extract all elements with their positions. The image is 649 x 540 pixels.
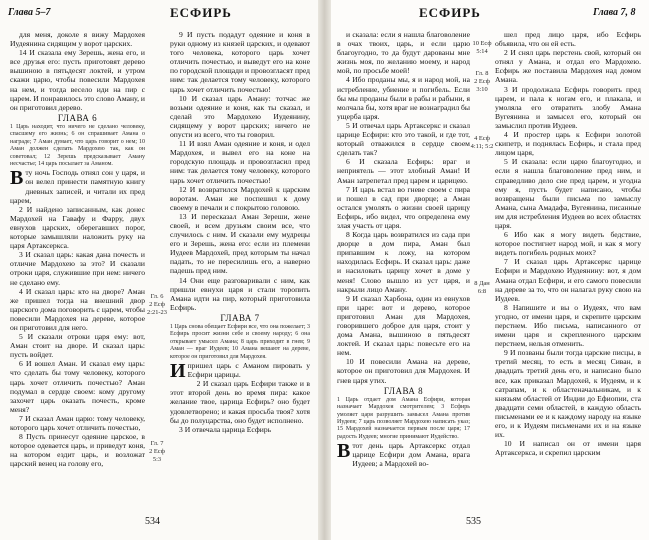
verse: для меня, доколе я вижу Мардохея Иудеянина сидящим у ворот царских.	[10, 30, 145, 49]
verse: шел пред лицо царя, ибо Есфирь объявила, что он ей есть.	[495, 30, 641, 49]
right-running-head-reference: Глава 7, 8	[593, 7, 636, 18]
chapter-heading: ГЛАВА 8	[383, 385, 424, 396]
verse: 10 И написал он от имени царя Артаксеркса, и скрепил царским	[495, 439, 641, 458]
verse: 4 И сказал царь: кто на дворе? Аман же пришел тогда на внешний двор царского дома поговорить с царем, чтобы повесили Мардохея на дереве, которое он приготовил для него.	[10, 286, 145, 332]
right-column-1	[337, 30, 470, 512]
verse: 6 И сказала Есфирь: враг и неприятель — этот злобный Аман! И Аман затрепетал пред царем и царицею.	[337, 157, 470, 185]
verse: 12 И возвратился Мардохей к царским воротам. Аман же поспешил к дому своему в печали и с покрытою головою.	[170, 184, 310, 212]
left-column-2	[170, 30, 310, 512]
cross-reference: Гл. 7 2 Есф 5:3	[149, 440, 165, 463]
verse: 8 Когда царь возвратился из сада при дворце в дом пира, Аман был припавшим к ложу, на котором находилась Есфирь. И сказал царь: даже и насиловать царицу хочет в доме у меня! Слово вышло из уст царя, и накрыли лицо Аману.	[337, 230, 470, 294]
verse: 14 Они еще разговаривали с ним, как пришли евнухи царя и стали торопить Амана идти на пир, который приготовила Есфирь.	[170, 275, 310, 312]
cross-reference: Гл. 8 2 Есф 3:10	[474, 70, 490, 93]
verse-with-drop-cap: Втот день царь Артаксеркс отдал царице Есфири дом Амана, врага Иудеев; а Мардохей во-	[337, 440, 470, 469]
verse: 3 И сказал царь: какая дана почесть и отличие Мардохею за это? И сказали отроки царя, служившие при нем: ничего не сделано ему.	[10, 250, 145, 287]
verse: 6 Ибо как я могу видеть бедствие, которое постигнет народ мой, и как я могу видеть погибель родных моих?	[495, 230, 641, 258]
right-column-2	[495, 30, 641, 512]
verse: 9 И позваны были тогда царские писцы, в третий месяц, то есть в месяц Сиван, в двадцать третий день его, и написано было все, как приказал Мардохей, к Иудеям, и к сатрапам, и к областеначальникам, и к князьям областей от Индии до Ефиопии, ста двадцати семи областей, в каждую область письменами ее и к каждому народу на языке его, и к Иудеям письменами их и на языке их.	[495, 348, 641, 440]
chapter-summary: 1 Царь отдает дом Амана Есфири, которая назначает Мардохея смотрителем; 3 Есфирь умоляет царя разрушить замысел Амана против Иудеев; 7 царь позволяет Мардохею написать указ; 15 Мардохей назначается первым после царя; 17 радость Иудеев; многие принимают Иудейство.	[337, 396, 470, 440]
verse: 11 И взял Аман одеяние и коня, и одел Мардохея, и вывел его на коне на городскую площадь и провозгласил пред ним: так делается тому человеку, которого царь хочет отличить почестью!	[170, 139, 310, 185]
verse: 10 И повесили Амана на дереве, которое он приготовил для Мардохея. И гнев царя утих.	[337, 357, 470, 385]
verse: 2 И сказал царь Есфири также и в этот второй день во время пира: какое желание твое, царица Есфирь? оно будет удовлетворено; и какая просьба твоя? хотя бы до полуцарства, оно будет исполнено.	[170, 379, 310, 425]
left-page	[0, 0, 318, 540]
cross-reference: 4 Есф 4:11; 5:2	[470, 135, 494, 150]
verse-with-drop-cap: Ипришел царь с Аманом пировать у Есфири царицы.	[170, 360, 310, 383]
page-number: 535	[466, 516, 481, 527]
verse: 8 Пусть принесут одеяние царское, в которое одевается царь, и приведут коня, на котором ездит царь, и возложат царский венец на голову его,	[10, 432, 145, 469]
chapter-heading: ГЛАВА 6	[57, 112, 98, 123]
chapter-summary: 1 Царь снова обещает Есфири все, что она пожелает; 3 Есфирь просит жизни себе и своему народу; 6 она открывает умысел Амана; 8 царь приходит в гнев; 9 Аман — враг Иудеев; 10 Амана вешают на дереве, которое он приготовил для Мардохея.	[170, 324, 310, 360]
verse: 7 И сказал Аман царю: тому человеку, которого царь хочет отличить почестью,	[10, 413, 145, 432]
verse: 9 И сказал Харбона, один из евнухов при царе: вот и дерево, которое приготовил Аман для Мардохея, говорившего доброе для царя, стоит у дома Амана, вышиною в пятьдесят локтей. И сказал царь: повесьте его на нем.	[337, 293, 470, 358]
verse: 5 И сказала: если царю благоугодно, и если я нашла благоволение пред ним, и справедливо дело сие пред царем, и угодна ему я, пусть будет написано, чтобы возвращены были письма по замыслу Амана, сына Амадафа, Вугеянина, писанные им для истребления Иудеев во всех областях царя.	[495, 157, 641, 230]
verse: 5 И сказали отроки царя ему: вот, Аман стоит на дворе. И сказал царь: пусть войдет.	[10, 332, 145, 360]
verse: 10 И сказал царь Аману: тотчас же возьми одеяние и коня, как ты сказал, и сделай это Мардохею Иудеянину, сидящему у ворот царских; ничего не опусти из всего, что ты говорил.	[170, 93, 310, 140]
verse: 7 И царь встал во гневе своем с пира и пошел в сад при дворце; а Аман остался умолять о жизни своей царицу Есфирь, ибо видел, что определена ему злая участь от царя.	[337, 184, 470, 230]
verse: 6 И вошел Аман. И сказал ему царь: что сделать бы тому человеку, которого царь хочет отличить почестью? Аман подумал в сердце своем: кому другому захочет царь оказать почесть, кроме меня?	[10, 359, 145, 414]
left-running-head-reference: Глава 5–7	[8, 7, 51, 18]
chapter-summary: 1 Царь находит, что ничего не сделано человеку, спасшему его жизнь; 6 он спрашивает Амана о награде; 7 Аман думает, что царь говорит о нем; 10 Аман должен сделать Мардохею так, как он советовал; 12 Зерешь предсказывает Аману несчастье; 14 царь посылает за Аманом.	[10, 123, 145, 167]
right-running-head-title: ЕСФИРЬ	[419, 5, 481, 20]
right-page	[331, 0, 649, 540]
cross-reference: 8 Дан 6:8	[474, 280, 490, 295]
verse: 14 И сказала ему Зерешь, жена его, и все друзья его: пусть приготовят дерево вышиною в пятьдесят локтей, и утром скажи царю, чтобы повесили Мардохея на нем, и тогда весело иди на пир с царем. И понравилось это слово Аману, и он приготовил дерево.	[10, 48, 145, 112]
book-gutter	[318, 0, 331, 540]
verse: 5 И отвечал царь Артаксеркс и сказал царице Есфири: кто это такой, и где тот, который отважился в сердце своем сделать так?	[337, 120, 470, 158]
left-column-1	[10, 30, 145, 512]
verse: 7 И сказал царь Артаксеркс царице Есфири и Мардохею Иудеянину: вот, я дом Амана отдал Есфири, и его самого повесили на дереве за то, что он налагал руку свою на Иудеев.	[495, 257, 641, 303]
verse: 8 Напишите и вы о Иудеях, что вам угодно, от имени царя, и скрепите царским перстнем. Ибо письма, написанного от имени царя и скрепленного царским перстнем, нельзя отменить.	[495, 302, 641, 349]
left-running-head-title: ЕСФИРЬ	[170, 5, 232, 20]
verse: 4 И простер царь к Есфири золотой скипетр, и поднялась Есфирь, и стала пред лицом царя,	[495, 130, 641, 158]
verse: 2 И найдено записанным, как донес Мардохей на Гавафу и Фарру, двух евнухов царских, оберегавших порог, которые замышляли наложить руку на царя Артаксеркса.	[10, 204, 145, 251]
verse: 3 И продолжала Есфирь говорить пред царем, и пала к ногам его, и плакала, и умоляла его отвратить злобу Амана Вугеянина и замысел его, который он замыслил против Иудеев.	[495, 84, 641, 130]
verse-with-drop-cap: Вту ночь Господь отнял сон у царя, и он велел принести памятную книгу дневных записей, и читали их пред царем,	[10, 167, 145, 205]
chapter-heading: ГЛАВА 7	[220, 312, 260, 323]
verse: 9 И пусть подадут одеяние и коня в руки одному из князей царских, и одевают того человека, которого царь хочет отличить почестью, и выведут его на коне по городской площади и провозгласят пред ним: так делается тому человеку, которого царь хочет отличить почестью!	[170, 30, 310, 94]
verse: 3 И отвечала царица Есфирь	[179, 424, 272, 434]
cross-reference: Гл. 6 2 Есф 2:21-23	[147, 293, 167, 316]
verse: 2 И снял царь перстень свой, который он отнял у Амана, и отдал его Мардохею. Есфирь же поставила Мардохея над домом Амана.	[495, 48, 641, 85]
verse: 13 И пересказал Аман Зереши, жене своей, и всем друзьям своим все, что случилось с ним. И сказали ему мудрецы его и Зерешь, жена его: если из племени Иудеев Мардохей, пред которым ты начал падать, то не пересилишь его, а наверно падешь пред ним.	[170, 211, 310, 276]
page-number: 534	[145, 516, 160, 527]
verse: и сказала: если я нашла благоволение в очах твоих, царь, и если царю благоугодно, то да будут дарованы мне жизнь моя, по желанию моему, и народ мой, по просьбе моей!	[337, 30, 470, 76]
cross-reference: 10 Есф 5:14	[472, 40, 492, 55]
verse: 4 Ибо проданы мы, я и народ мой, на истребление, убиение и погибель. Если бы мы проданы были в рабы и рабыни, я молчала бы, хотя враг не вознаградил бы ущерба царя.	[337, 75, 470, 121]
